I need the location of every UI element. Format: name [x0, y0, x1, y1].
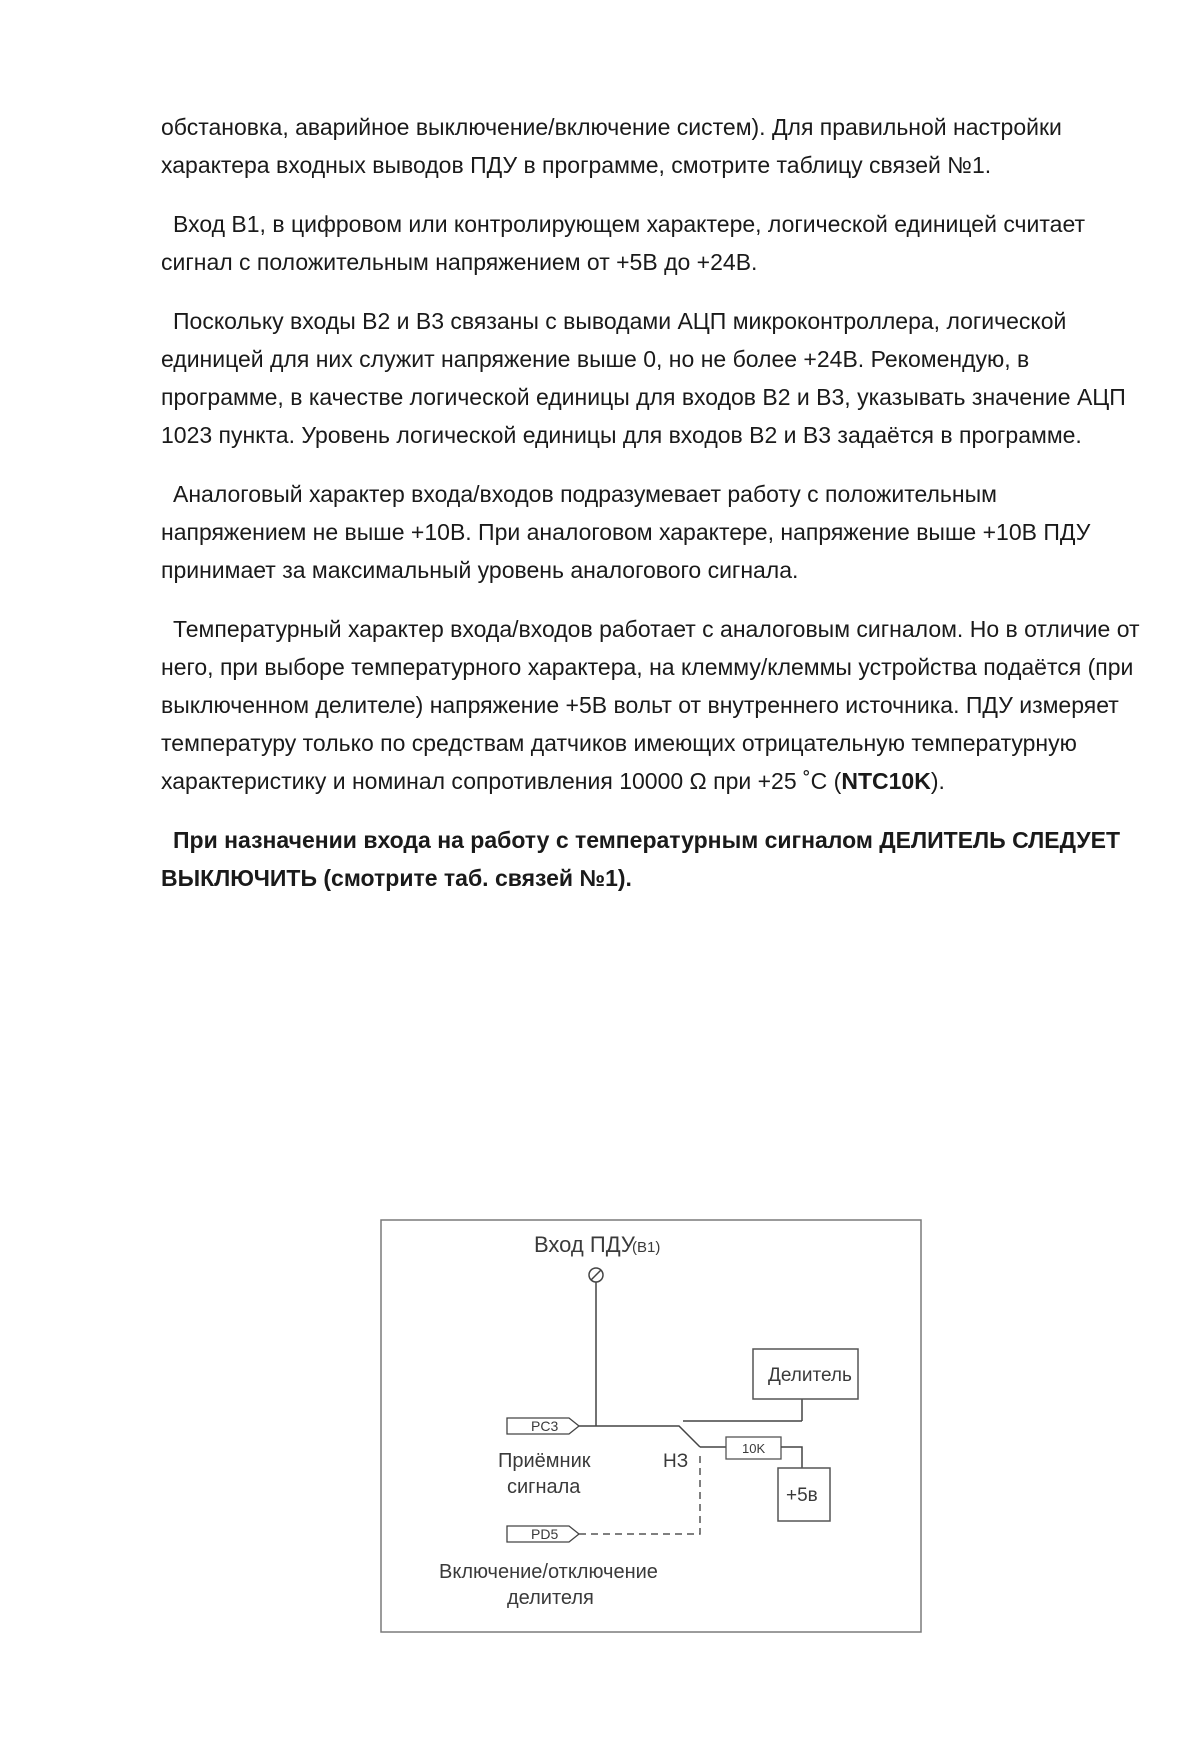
paragraph-6-warning [161, 821, 1146, 897]
pc3-connector [507, 1418, 579, 1434]
pc3-label: PC3 [531, 1418, 559, 1434]
paragraph-2 [161, 205, 1146, 281]
nc-label: НЗ [663, 1451, 689, 1472]
receiver-label-1: Приёмник [498, 1450, 591, 1472]
pd5-connector [507, 1526, 579, 1542]
divider-label: Делитель [768, 1365, 852, 1386]
document-body [161, 108, 1146, 918]
toggle-label-2: делителя [507, 1587, 594, 1609]
circuit-diagram-svg [380, 1219, 922, 1633]
paragraph-2-text: Вход В1, в цифровом или контролирующем характере, логической единицей считает сигнал с положительным напряжением от +5В до +24В. [161, 211, 1086, 275]
supply-label: +5в [786, 1485, 818, 1506]
input-label: Вход ПДУ [534, 1232, 635, 1257]
paragraph-4 [161, 475, 1146, 589]
circuit-diagram [380, 1219, 922, 1633]
paragraph-3 [161, 302, 1146, 454]
paragraph-5-text: Температурный характер входа/входов работает с аналоговым сигналом. Но в отличие от него, при выборе температурного характера, на клемму/клеммы устройства подаётся (при выключенном делителе) напряжение +5В вольт от внутреннего источника. ПДУ измеряет температуру только по средствам датчиков имеющих отрицательную температурную характеристику и номинал сопротивления 10000 Ω при +25 ˚С ( [161, 616, 1140, 794]
toggle-label-1: Включение/отключение [439, 1561, 658, 1583]
ntc-label: NTC10K [841, 768, 931, 794]
pd5-label: PD5 [531, 1526, 559, 1542]
input-sub-label: (В1) [632, 1239, 661, 1256]
paragraph-1: обстановка, аварийное выключение/включение систем). Для правильной настройки характера входных выводов ПДУ в программе, смотрите таблицу связей №1. [161, 114, 1062, 178]
receiver-label-2: сигнала [507, 1476, 581, 1498]
paragraph-6-text: При назначении входа на работу с температурным сигналом ДЕЛИТЕЛЬ СЛЕДУЕТ ВЫКЛЮЧИТЬ (смотрите таб. связей №1). [161, 827, 1120, 891]
paragraph-4-text: Аналоговый характер входа/входов подразумевает работу с положительным напряжением не выше +10В. При аналоговом характере, напряжение выше +10В ПДУ принимает за максимальный уровень аналогового сигнала. [161, 481, 1091, 583]
paragraph-5 [161, 610, 1146, 800]
resistor-label: 10K [742, 1441, 766, 1456]
paragraph-3-text: Поскольку входы В2 и В3 связаны с выводами АЦП микроконтроллера, логической единицей для них служит напряжение выше 0, но не более +24В. Рекомендую, в программе, в качестве логической единицы для входов В2 и В3, указывать значение АЦП 1023 пункта. Уровень логической единицы для входов В2 и В3 задаётся в программе. [161, 308, 1126, 448]
paragraph-5-end: ). [930, 768, 945, 794]
